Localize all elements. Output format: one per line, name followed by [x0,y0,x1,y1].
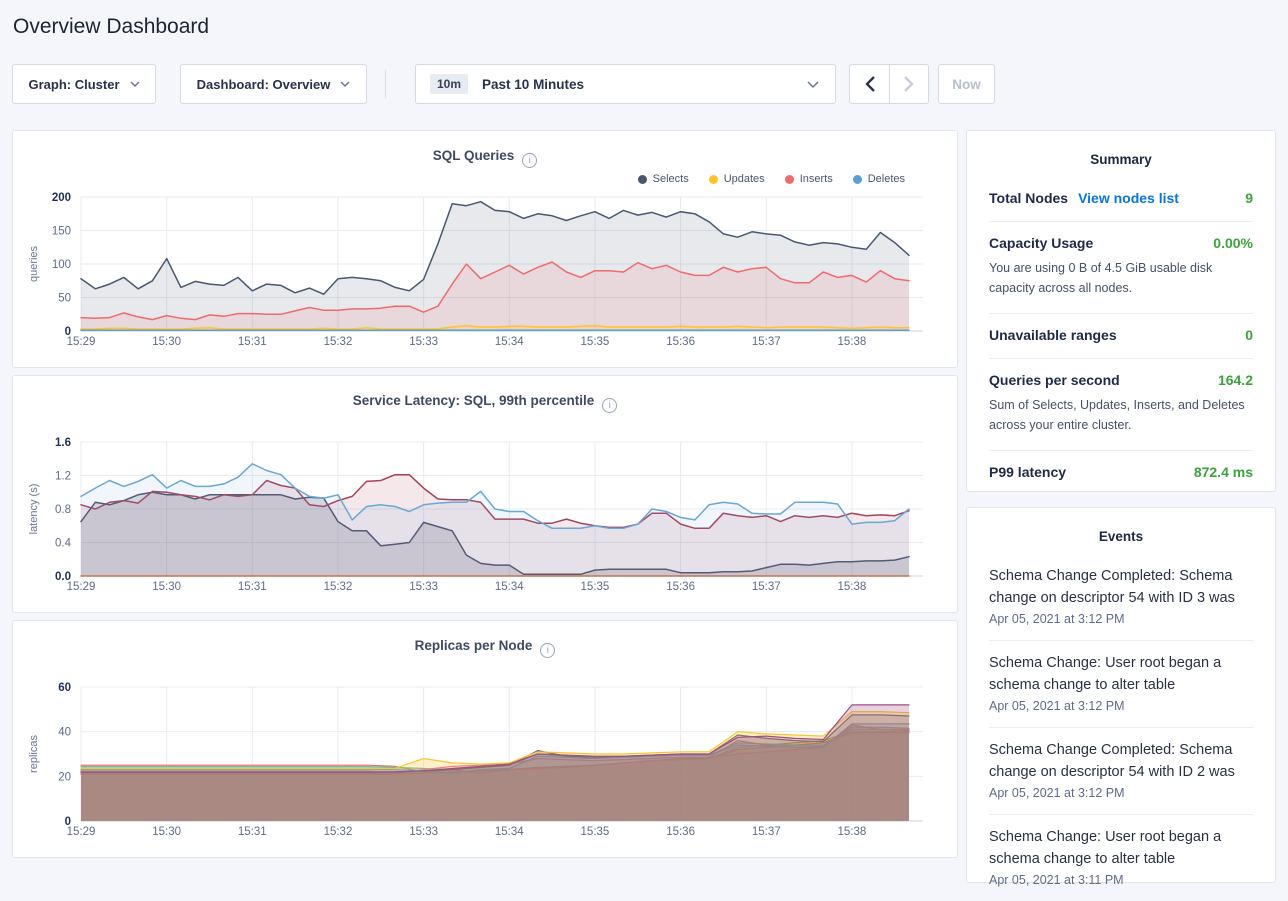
event-text: Schema Change Completed: Schema change on descriptor 54 with ID 3 was [989,568,1235,606]
svg-text:15:37: 15:37 [751,336,781,348]
svg-text:15:29: 15:29 [66,826,96,838]
time-back-button[interactable] [850,65,889,103]
main-content [12,130,1276,887]
graph-scope-label: Graph: Cluster [28,76,120,92]
metric-label: P99 latency [989,464,1067,480]
info-icon[interactable]: i [602,398,617,413]
sql-queries-chart [13,181,957,363]
svg-text:latency (s): latency (s) [28,483,40,535]
info-icon[interactable]: i [540,643,555,658]
svg-text:0: 0 [64,326,71,338]
event-timestamp: Apr 05, 2021 at 3:12 PM [989,786,1125,800]
legend-label: Deletes [867,173,905,185]
event-item[interactable] [989,640,1253,727]
events-list [989,554,1253,901]
metric-head [989,235,1253,251]
events-panel [966,507,1276,887]
dashboard-label: Dashboard: Overview [196,76,331,92]
metric-label: Unavailable ranges [989,327,1117,343]
metric-value: 164.2 [1217,372,1253,388]
event-item[interactable] [989,554,1253,640]
time-nav-group [849,64,929,104]
svg-text:0: 0 [64,816,71,828]
graph-scope-dropdown[interactable] [12,64,156,104]
summary-metric [989,313,1253,358]
svg-text:15:38: 15:38 [837,826,867,838]
svg-text:0.0: 0.0 [55,571,71,583]
info-icon[interactable]: i [522,153,537,168]
chevron-right-icon [904,76,914,92]
svg-text:15:31: 15:31 [237,336,267,348]
svg-text:15:37: 15:37 [751,581,781,593]
event-timestamp: Apr 05, 2021 at 3:12 PM [989,612,1125,626]
svg-text:15:31: 15:31 [237,581,267,593]
svg-text:15:30: 15:30 [152,336,182,348]
metric-value: 872.4 ms [1193,464,1253,480]
event-item[interactable] [989,727,1253,814]
svg-text:15:37: 15:37 [751,826,781,838]
summary-metric [989,177,1253,221]
chart-title: Service Latency: SQL, 99th percentile i [13,393,957,413]
svg-text:15:34: 15:34 [494,826,524,838]
svg-text:15:32: 15:32 [323,826,353,838]
svg-text:queries: queries [28,245,40,283]
svg-text:200: 200 [51,192,71,204]
svg-text:100: 100 [51,259,71,271]
svg-text:50: 50 [58,292,71,305]
metric-head [989,327,1253,343]
metric-description: You are using 0 B of 4.5 GiB usable disk capacity across all nodes. [989,261,1213,295]
chart-title: SQL Queries i [13,148,957,168]
now-button[interactable]: Now [938,64,995,104]
service-latency-chart [13,426,957,608]
summary-metric [989,358,1253,450]
replicas-per-node-card [12,620,958,858]
metric-value: 0.00% [1213,235,1253,251]
page-title: Overview Dashboard [13,15,210,38]
svg-text:15:36: 15:36 [666,581,695,593]
svg-text:15:34: 15:34 [494,581,524,593]
svg-text:15:34: 15:34 [494,336,524,348]
summary-metrics [989,177,1253,495]
svg-text:15:30: 15:30 [152,581,182,593]
svg-text:15:35: 15:35 [580,336,610,348]
svg-text:0.8: 0.8 [55,504,71,516]
svg-text:15:31: 15:31 [237,826,267,838]
svg-text:15:29: 15:29 [66,581,96,593]
event-text: Schema Change: User root began a schema change to alter table [989,829,1222,867]
svg-text:15:32: 15:32 [323,336,353,348]
svg-text:15:33: 15:33 [409,826,439,838]
svg-text:15:36: 15:36 [666,826,695,838]
chevron-down-icon [340,81,350,87]
summary-metric [989,450,1253,495]
legend-label: Inserts [799,173,833,185]
metric-head [989,190,1253,206]
svg-text:15:30: 15:30 [152,826,182,838]
svg-text:15:32: 15:32 [323,581,353,593]
svg-text:40: 40 [58,726,71,739]
svg-text:15:36: 15:36 [666,336,695,348]
legend-label: Selects [652,173,689,185]
replicas-per-node-chart [13,671,957,853]
time-range-badge: 10m [430,74,468,94]
svg-text:15:29: 15:29 [66,336,96,348]
svg-text:replicas: replicas [28,735,40,773]
svg-text:150: 150 [51,225,71,238]
svg-text:1.6: 1.6 [55,437,71,449]
svg-text:60: 60 [58,682,71,694]
sql-queries-card [12,130,958,368]
metric-label: Capacity Usage [989,235,1094,251]
svg-text:15:35: 15:35 [580,581,610,593]
chevron-left-icon [865,76,875,92]
time-forward-button[interactable] [889,65,928,103]
summary-panel [966,130,1276,492]
metric-label: Total Nodes [989,190,1069,206]
metric-label: Queries per second [989,372,1120,388]
chart-title: Replicas per Node i [13,638,957,658]
event-timestamp: Apr 05, 2021 at 3:11 PM [989,873,1124,887]
metric-value: 9 [1245,190,1253,206]
view-nodes-link[interactable]: View nodes list [1078,190,1179,206]
event-timestamp: Apr 05, 2021 at 3:12 PM [989,699,1125,713]
metric-value: 0 [1245,327,1253,343]
chevron-down-icon [130,81,140,87]
service-latency-card [12,375,958,613]
metric-head [989,464,1253,480]
svg-text:15:33: 15:33 [409,581,439,593]
legend-label: Updates [723,173,765,185]
svg-text:20: 20 [58,771,71,784]
svg-text:15:35: 15:35 [580,826,610,838]
svg-text:1.2: 1.2 [55,470,71,483]
svg-text:15:38: 15:38 [837,581,867,593]
toolbar-divider [385,70,386,98]
chevron-down-icon [807,81,819,88]
dashboard-dropdown[interactable] [180,64,367,104]
time-range-dropdown[interactable] [415,64,836,104]
event-item[interactable] [989,814,1253,901]
svg-text:15:33: 15:33 [409,336,439,348]
summary-title: Summary [1090,152,1152,167]
svg-text:15:38: 15:38 [837,336,867,348]
svg-text:0.4: 0.4 [55,537,71,550]
event-text: Schema Change Completed: Schema change on descriptor 54 with ID 2 was [989,742,1235,780]
metric-description: Sum of Selects, Updates, Inserts, and Deletes across your entire cluster. [989,398,1245,432]
sidebar [966,130,1276,887]
event-text: Schema Change: User root began a schema change to alter table [989,655,1222,693]
events-title: Events [1098,529,1144,544]
charts-column [12,130,958,883]
metric-head [989,372,1253,388]
time-range-label: Past 10 Minutes [482,76,585,92]
summary-metric [989,221,1253,313]
toolbar [12,64,1276,104]
